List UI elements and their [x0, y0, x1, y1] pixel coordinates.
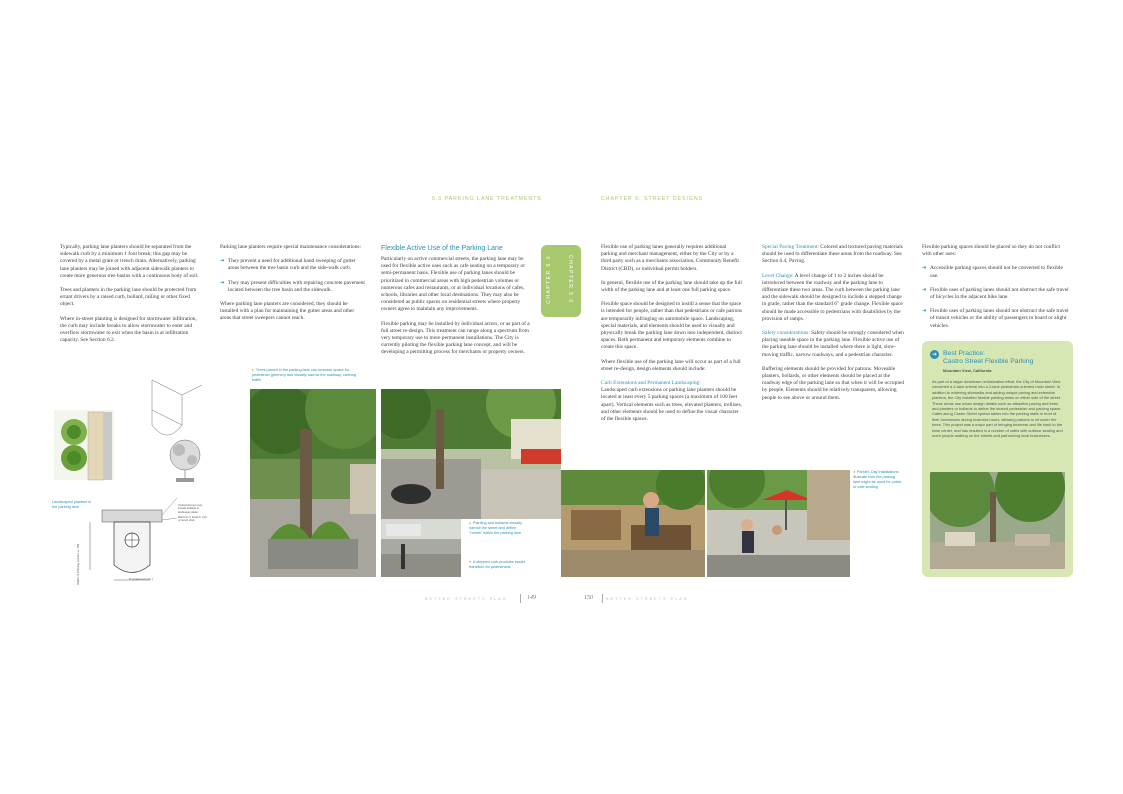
arrow-icon: ➔: [220, 279, 225, 286]
chapter-tab: [541, 245, 581, 317]
diagram-note: Vertical element may include bollards or landscape planter: [178, 504, 203, 514]
best-practice-box: [922, 341, 1073, 577]
column-3: [381, 244, 533, 364]
footer-divider: [520, 594, 521, 603]
diagram-label-length: 8' (preferred min.): [129, 577, 153, 581]
footer-label: BETTER STREETS PLAN: [425, 597, 508, 601]
best-practice-label: Best Practice:: [943, 350, 985, 357]
arrow-icon: ➔: [220, 258, 225, 265]
subheading: Special Paving Treatment:: [762, 244, 819, 250]
photo-stepped-curb: [381, 519, 461, 577]
paragraph: Flexible parking spaces should be placed so they do not conflict with other uses:: [922, 244, 1061, 258]
paragraph: Typically, parking lane planters should be separated from the sidewalk curb by a minimum 1 foot break; this gap may be covered by a metal grate or trench drain. Alternatively, parking lane planters may be joined with adjacent sidewalk planters to create more generous tree basins with a continuous body of soil.: [60, 244, 199, 279]
subheading: Safety considerations:: [762, 330, 810, 337]
paragraph: Buffering elements should be provided for patrons. Moveable planters, bollards, or other elements should be placed at the roadway edge of the parking lane so that when it will be occupied by people. Elements should be relatively transparent, allowing people to see above or around them.: [762, 365, 904, 401]
column-4: [601, 244, 743, 423]
paragraph: Trees and planters in the parking lane should be protected from errant drivers by a raised curb, bollard, railing or other fixed object.: [60, 287, 197, 308]
paragraph: Flexible use of parking lanes generally requires additional parking and merchant management, either by the City or by a third party such as a merchants association, Community Benefit District (CBD), or individual permit holders.: [601, 244, 739, 272]
bullet-item: ➔ They prevent a need for additional hand sweeping of gutter areas between the tree basin curb and the side-walk curb.: [220, 258, 356, 272]
paragraph: Where in-street planting is designed for stormwater infiltration, the curb may include breaks to allow stormwater to enter and overflow stormwater to exit when the basin is at infiltration capacity. See Section 6.2.: [60, 315, 197, 344]
paragraph: Flexible parking may be installed by individual actors, or as part of a full street re-design. This treatment can range along a spectrum from very temporary use to more permanent installations. The City is currently piloting the flexible parking lane concept, and will be developing a permitting process for merchants or property owners.: [381, 320, 530, 356]
best-practice-body: As part of a larger downtown revitalization effort, the City of Mountain View converted a 4-lane arterial into a 2-lane pedestrian-oriented main street. In addition to widening sidewalks and adding unique paving and extensive planters, the City installed flexible parking lanes on either side of the street. These areas use urban design details such as attractive paving and trees and planters or bollards to define the shared pedestrian and parking space. Cafes along Castro Street spread tables into the parking stalls in front of their businesses during business hours, allowing patrons to sit under the trees. This project was a major part of bringing business and life back to the town center, and has resulted in a number of cafes with outdoor seating and more people walking on the streets and patronizing local businesses.: [932, 379, 1063, 439]
bullet-item: ➔ Flexible uses of parking lanes should not obstruct the safe travel of transit vehicles or the ability of passengers to board or alight vehicles.: [922, 308, 1069, 329]
paragraph: Particularly on active commercial streets, the parking lane may be used for flexible active uses such as cafe seating on a temporary or semi-permanent basis. Flexible use of parking lanes should be prioritized in commercial areas with high pedestrian volumes or numerous cafes and restaurants, or at individual locations of cafes, schools, libraries and other local destinations. They may also be considered as public spaces on residential streets where property owners agree to maintain any improvements.: [381, 256, 525, 313]
photo-caption: ▸ Trees placed in the parking lane can increase space for pedestrian greenery and visually narrow the roadway, calming traffic: [252, 368, 356, 382]
paragraph: Special Paving Treatment: Colored and textured paving materials should be used to differentiate these areas from the roadway. See Section 6.4, Paving.: [762, 244, 903, 265]
paragraph: Level Change: A level change of 1 to 2 inches should be introduced between the roadway and the parking lane to differentiate these two areas. The curb between the parking lane and the sidewalk should be designed to include a stepped change in grade, rather than the standard 6" grade change. Flexible space should be made accessible to pedestrians with disabilities by the provision of ramps.: [762, 272, 903, 322]
footer-label: BETTER STREETS PLAN: [606, 597, 689, 601]
chapter-tab-label: CHAPTER 5.0: [567, 255, 573, 304]
photo-street-trees: [250, 389, 376, 577]
best-practice-title: Castro Street Flexible Parking: [943, 358, 1034, 365]
photo-parklet-street: [707, 470, 850, 577]
column-6: [922, 244, 1070, 337]
column-5: [762, 244, 904, 409]
page-number: 150: [584, 595, 593, 601]
bullet-item: ➔ They may present difficulties with repairing concrete pavement located between the tree basin and the sidewalk.: [220, 279, 365, 293]
diagram-note: Minimum 1' break in curb or trench drain: [178, 516, 207, 523]
page-number: 149: [527, 595, 536, 601]
photo-caption: ▾ A stepped curb provides easier transition for pedestrians: [469, 560, 526, 569]
paragraph: In general, flexible use of the parking lane should take up the full width of the parking lane and at least one full parking space.: [601, 279, 742, 294]
diagram-caption: Landscaped planters in the parking lane: [52, 500, 92, 509]
paragraph: Where parking lane planters are considered, they should be installed with a plan for maintaining the gutter areas and other areas that street sweepers cannot reach.: [220, 301, 355, 322]
paragraph: Flexible space should be designed to instill a sense that the space is intended for people, rather than that pedestrians or cafe patrons are temporarily infringing on automobile space. Landscaping, special materials, and elements should be used to visually and physically break the parking lane down into independent, distinct spaces. Both permanent and temporary elements combine to create this space.: [601, 301, 743, 351]
photo-castro-street: [930, 472, 1065, 569]
bullet-item: ➔ Accessible parking spaces should not be converted to flexible use.: [922, 265, 1063, 279]
column-2: [220, 244, 365, 330]
arrow-icon: ➔: [922, 286, 927, 293]
footer-divider: [602, 594, 603, 603]
paragraph: Safety considerations: Safety should be strongly considered when placing useable space in the parking lane. Flexible active use of the parking lane should be installed where there is light, slow-moving traffic, narrow roadways, and a pedestrian character.: [762, 330, 904, 358]
photo-caption: ◂ Parklet: Day installations illustrate how the parking lane might be used for public or cafe seating: [853, 470, 902, 489]
subheading: Level Change:: [762, 272, 794, 279]
arrow-icon: ➔: [922, 308, 927, 315]
paragraph: Where flexible use of the parking lane will occur as part of a full street re-design, design elements should include:: [601, 358, 741, 372]
arrow-circle-icon: ➔: [931, 351, 938, 358]
diagram-label-width: Width of Parking (varies +/- 8ft): [76, 543, 80, 585]
paragraph: Curb Extensions and Permanent Landscaping: Landscaped curb extensions or parking lane planters should be located at least every 5 parking spaces (a maximum of 100 feet apart). Vertical elements such as trees, elevated planters, trellises, and other elements should be used to define the visual character of the flexible spaces.: [601, 380, 742, 423]
section-heading: Flexible Active Use of the Parking Lane: [381, 245, 503, 252]
photo-parklet-seating: [561, 470, 705, 577]
best-practice-location: Mountain View, California: [943, 368, 992, 373]
running-header-left: 5.0 PARKING LANE TREATMENTS: [432, 196, 542, 202]
bullet-item: ➔ Flexible uses of parking lanes should not obstruct the safe travel of bicycles in the adjacent bike lane.: [922, 286, 1069, 301]
column-1: [60, 244, 200, 351]
running-header-right: CHAPTER 5: STREET DESIGNS: [601, 196, 704, 202]
chapter-tab-label: CHAPTER 5.0: [546, 255, 552, 304]
tree-sketch-icon: [170, 440, 200, 482]
photo-sidewalk-bollards: [381, 389, 561, 519]
arrow-icon: ➔: [922, 265, 927, 272]
photo-caption: ▴ Planting and bollards visually narrow the street and define "rooms" within the parking lane: [469, 521, 522, 535]
paragraph: Parking lane planters require special maintenance considerations:: [220, 244, 362, 250]
subheading: Curb Extensions and Permanent Landscaping:: [601, 380, 701, 387]
